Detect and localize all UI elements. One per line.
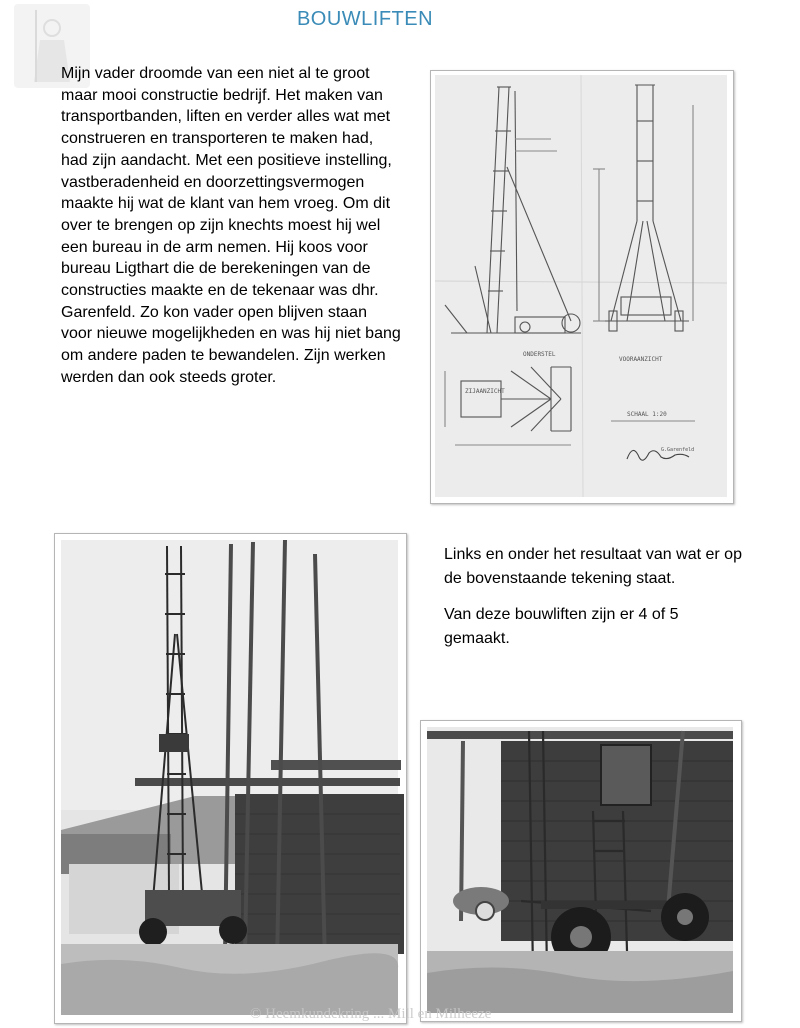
label-side-view: ZIJAANZICHT <box>465 388 505 395</box>
photo-caption <box>444 543 744 663</box>
label-scale: SCHAAL 1:20 <box>627 411 667 418</box>
page-title: BOUWLIFTEN <box>296 8 434 30</box>
intro-paragraph: Mijn vader droomde van een niet al te groot maar mooi constructie bedrijf. Het maken van transportbanden, liften en verder alles wat met construeren en transporteren te maken had, had zijn aandacht. Met een positieve instelling, vastberadenheid en doorzettingsvermogen maakte hij wat de klant van hem vroeg. Om dit over te brengen op zijn knechts moest hij wel een bureau in de arm nemen. Hij koos voor bureau Ligthart die de berekeningen van de constructies maakte en de tekenaar was dhr. Garenfeld. Zo kon vader open blijven staan voor nieuwe mogelijkheden en was hij niet bang om andere paden te bewandelen. Zijn werken werden dan ook steeds groter. <box>61 65 401 386</box>
photo-lift-construction-site <box>54 533 407 1024</box>
photo-lift-closeup <box>420 720 742 1022</box>
label-onderstel: ONDERSTEL <box>523 351 556 358</box>
copyright-watermark: © Heemkundekring ... Mill en Milheeze <box>250 1006 492 1022</box>
drawing-signature: G.Garenfeld <box>661 447 695 453</box>
technical-drawing <box>431 71 731 501</box>
photo-right <box>421 721 739 1019</box>
technical-drawing-frame <box>430 70 734 504</box>
label-front-view: VOORAANZICHT <box>619 356 663 363</box>
caption-line-1: Links en onder het resultaat van wat er op de bovenstaande tekening staat. <box>444 546 742 587</box>
caption-line-2: Van deze bouwliften zijn er 4 of 5 gemaakt. <box>444 606 679 647</box>
photo-left <box>55 534 404 1021</box>
